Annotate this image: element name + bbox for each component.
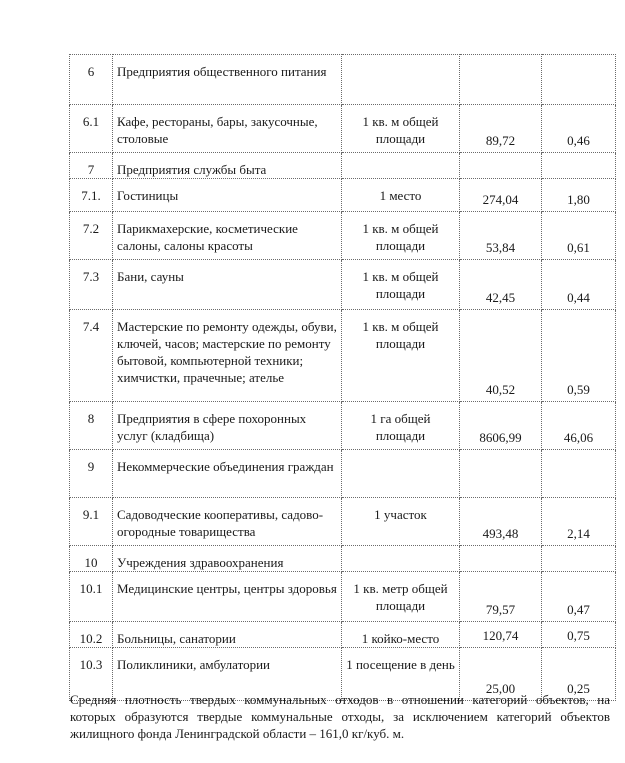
object-category: Больницы, санатории	[113, 622, 342, 648]
object-category: Мастерские по ремонту одежды, обуви, ключей, часов; мастерские по ремонту бытовой, компьютерной техники; химчистки, прачечные; ателье	[113, 310, 342, 402]
row-number: 10.2	[70, 622, 113, 648]
mass-norm: 79,57	[460, 572, 542, 622]
volume-norm: 0,46	[542, 105, 616, 153]
volume-norm	[542, 450, 616, 498]
mass-norm: 8606,99	[460, 402, 542, 450]
row-number: 6	[70, 55, 113, 105]
calculation-unit: 1 место	[342, 179, 460, 212]
row-number: 9	[70, 450, 113, 498]
calculation-unit: 1 участок	[342, 498, 460, 546]
table-row	[70, 105, 616, 153]
object-category: Бани, сауны	[113, 260, 342, 310]
volume-norm	[542, 55, 616, 105]
volume-norm: 0,61	[542, 212, 616, 260]
calculation-unit	[342, 153, 460, 179]
mass-norm	[460, 153, 542, 179]
object-category: Кафе, рестораны, бары, закусочные, столовые	[113, 105, 342, 153]
calculation-unit: 1 койко-место	[342, 622, 460, 648]
table-row	[70, 179, 616, 212]
mass-norm: 89,72	[460, 105, 542, 153]
mass-norm: 493,48	[460, 498, 542, 546]
calculation-unit: 1 кв. м общей площади	[342, 105, 460, 153]
table-row	[70, 260, 616, 310]
mass-norm: 120,74	[460, 622, 542, 648]
waste-norms-table	[69, 54, 616, 701]
mass-norm: 40,52	[460, 310, 542, 402]
table-row	[70, 546, 616, 572]
row-number: 10.3	[70, 648, 113, 701]
row-number: 10.1	[70, 572, 113, 622]
calculation-unit	[342, 55, 460, 105]
calculation-unit: 1 кв. м общей площади	[342, 212, 460, 260]
object-category: Медицинские центры, центры здоровья	[113, 572, 342, 622]
mass-norm	[460, 546, 542, 572]
table-row	[70, 622, 616, 648]
calculation-unit: 1 га общей площади	[342, 402, 460, 450]
row-number: 6.1	[70, 105, 113, 153]
object-category: Поликлиники, амбулатории	[113, 648, 342, 701]
row-number: 7.2	[70, 212, 113, 260]
mass-norm: 53,84	[460, 212, 542, 260]
object-category: Предприятия общественного питания	[113, 55, 342, 105]
table-row	[70, 153, 616, 179]
row-number: 8	[70, 402, 113, 450]
mass-norm	[460, 450, 542, 498]
row-number: 7	[70, 153, 113, 179]
calculation-unit: 1 кв. м общей площади	[342, 310, 460, 402]
object-category: Некоммерческие объединения граждан	[113, 450, 342, 498]
volume-norm: 1,80	[542, 179, 616, 212]
volume-norm	[542, 153, 616, 179]
object-category: Предприятия службы быта	[113, 153, 342, 179]
volume-norm: 0,59	[542, 310, 616, 402]
volume-norm: 46,06	[542, 402, 616, 450]
object-category: Гостиницы	[113, 179, 342, 212]
row-number: 7.1.	[70, 179, 113, 212]
volume-norm: 0,47	[542, 572, 616, 622]
calculation-unit: 1 кв. м общей площади	[342, 260, 460, 310]
calculation-unit: 1 посещение в день	[342, 648, 460, 701]
volume-norm: 0,25	[542, 648, 616, 701]
object-category: Предприятия в сфере похоронных услуг (кладбища)	[113, 402, 342, 450]
calculation-unit	[342, 450, 460, 498]
volume-norm: 2,14	[542, 498, 616, 546]
object-category: Садоводческие кооперативы, садово-огородные товарищества	[113, 498, 342, 546]
table-row	[70, 55, 616, 105]
mass-norm: 274,04	[460, 179, 542, 212]
mass-norm: 42,45	[460, 260, 542, 310]
object-category: Парикмахерские, косметические салоны, салоны красоты	[113, 212, 342, 260]
volume-norm: 0,75	[542, 622, 616, 648]
row-number: 7.4	[70, 310, 113, 402]
mass-norm: 25,00	[460, 648, 542, 701]
calculation-unit: 1 кв. метр общей площади	[342, 572, 460, 622]
volume-norm: 0,44	[542, 260, 616, 310]
row-number: 10	[70, 546, 113, 572]
row-number: 7.3	[70, 260, 113, 310]
row-number: 9.1	[70, 498, 113, 546]
table-row	[70, 402, 616, 450]
calculation-unit	[342, 546, 460, 572]
table-row	[70, 310, 616, 402]
object-category: Учреждения здравоохранения	[113, 546, 342, 572]
volume-norm	[542, 546, 616, 572]
table-row	[70, 572, 616, 622]
density-note: Средняя плотность твердых коммунальных отходов в отношении категорий объектов, на которых образуются твердые коммунальные отходы, за исключением категорий объектов жилищного фонда Ленинградской области – 161,0 кг/куб. м.	[70, 692, 610, 741]
mass-norm	[460, 55, 542, 105]
table-row	[70, 212, 616, 260]
table-body	[70, 55, 616, 701]
table-row	[70, 450, 616, 498]
table-row	[70, 498, 616, 546]
